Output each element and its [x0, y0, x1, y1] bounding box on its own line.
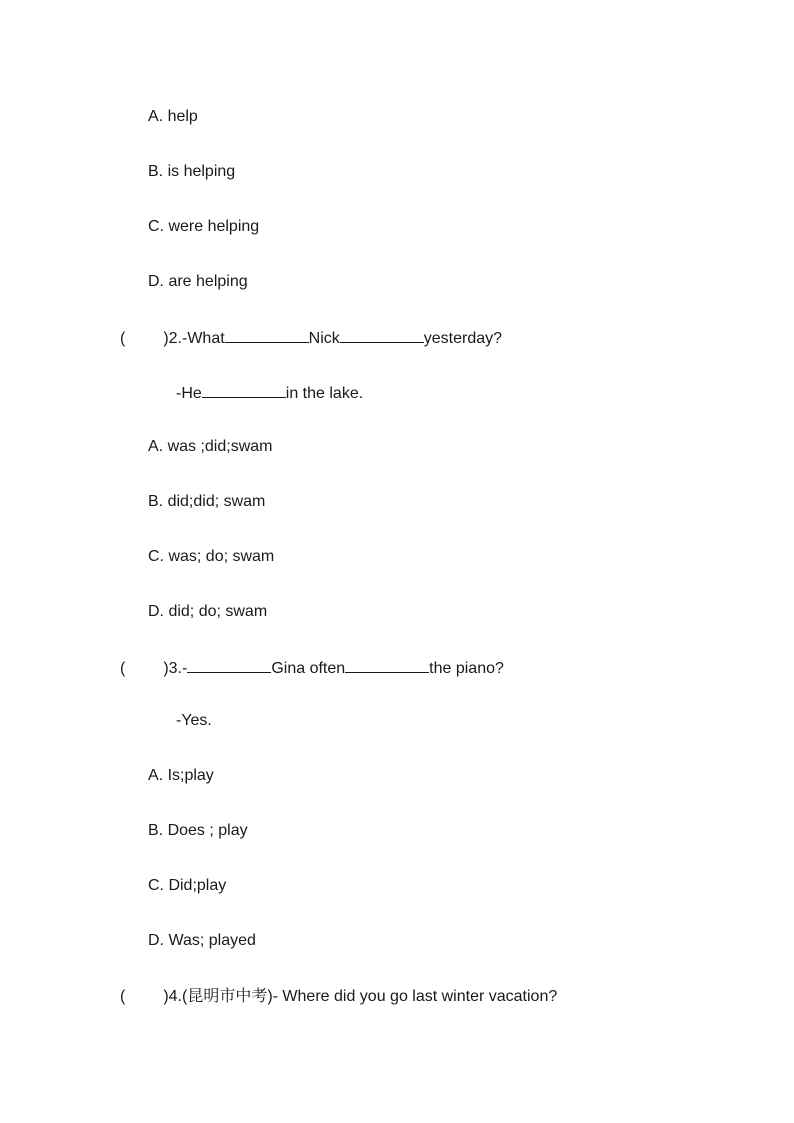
q2-number: )2.-What [163, 330, 225, 347]
q4-stem [120, 987, 557, 1007]
q2-word-end: yesterday? [423, 330, 503, 347]
q2-blank-2[interactable] [340, 327, 424, 343]
q2-answer-line [176, 382, 363, 402]
q3-blank-1[interactable] [187, 657, 271, 673]
q4-open-paren: ( [120, 988, 126, 1005]
q3-open-paren: ( [120, 660, 126, 677]
q2-stem [120, 327, 502, 347]
q1-option-a: A. help [148, 108, 198, 125]
q3-number: )3.- [163, 660, 188, 677]
q3-option-d: D. Was; played [148, 932, 256, 949]
q4-number-and-text: )4.(昆明市中考)- Where did you go last winter vacation? [163, 988, 558, 1005]
q1-option-c: C. were helping [148, 218, 260, 235]
q2-answer-end: in the lake. [285, 385, 364, 402]
q2-blank-3[interactable] [202, 382, 286, 398]
q3-option-c: C. Did;play [148, 877, 227, 894]
q2-answer-start: -He [176, 385, 202, 402]
q2-option-d: D. did; do; swam [148, 603, 268, 620]
q2-option-a: A. was ;did;swam [148, 438, 273, 455]
q2-option-c: C. was; do; swam [148, 548, 275, 565]
q3-word-gina: Gina often [271, 660, 346, 677]
q3-answer-line: -Yes. [176, 712, 212, 729]
q2-open-paren: ( [120, 330, 126, 347]
q3-stem [120, 657, 504, 677]
q3-option-a: A. Is;play [148, 767, 214, 784]
q3-word-end: the piano? [429, 660, 504, 677]
q1-option-b: B. is helping [148, 163, 236, 180]
q2-word-nick: Nick [308, 330, 340, 347]
q1-option-d: D. are helping [148, 273, 248, 290]
q2-option-b: B. did;did; swam [148, 493, 266, 510]
q3-blank-2[interactable] [345, 657, 429, 673]
q2-blank-1[interactable] [225, 327, 309, 343]
q3-option-b: B. Does ; play [148, 822, 248, 839]
